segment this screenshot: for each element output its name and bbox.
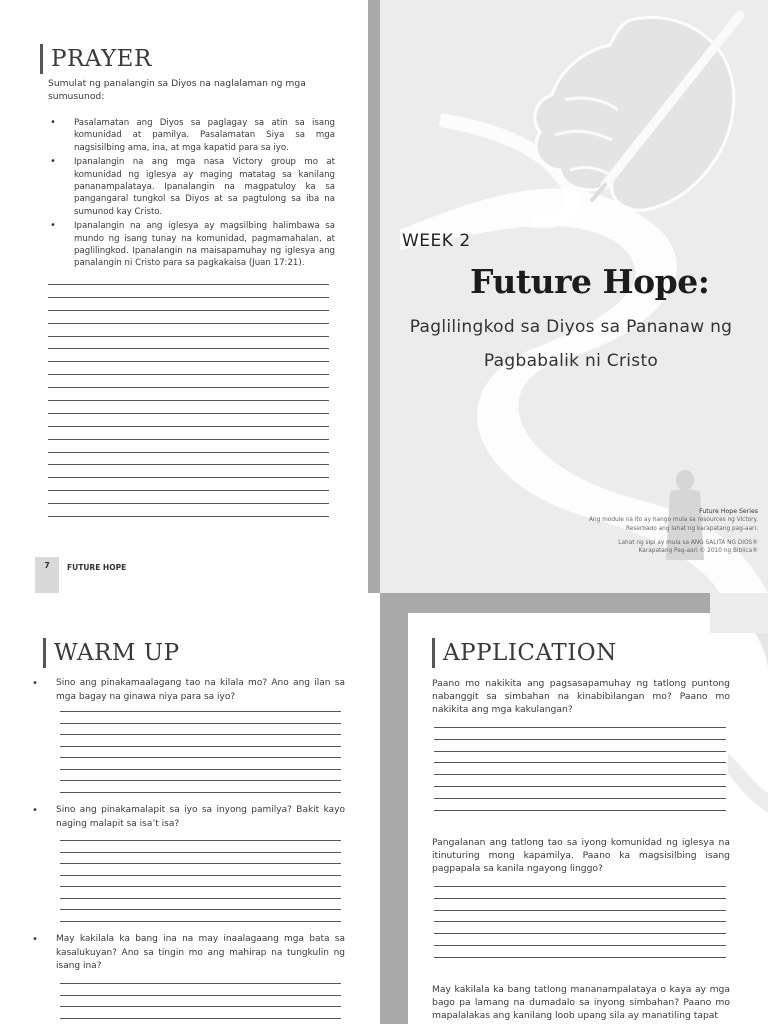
writing-line[interactable] — [60, 1006, 341, 1007]
writing-line[interactable] — [60, 898, 341, 899]
cover-credits — [589, 508, 758, 555]
writing-line[interactable] — [434, 774, 726, 775]
writing-line[interactable] — [434, 751, 726, 752]
writing-line[interactable] — [60, 723, 341, 724]
writing-line[interactable] — [48, 361, 329, 362]
writing-line[interactable] — [434, 786, 726, 787]
heading-accent-bar — [432, 638, 435, 668]
credit-line-1: Ang module na ito ay hango mula sa resources ng Victory. — [588, 517, 758, 524]
writing-line[interactable] — [48, 452, 329, 453]
writing-line[interactable] — [48, 490, 329, 491]
writing-line[interactable] — [60, 792, 341, 793]
prayer-bullet-3: • Ipanalangin na ang iglesya ay magsilbing halimbawa sa mundo ng isang tunay na komunidad, pagmamahalan, at paglilingkod. Ipanalangin na maisapamuhay ng iglesya ang panalangin ni Cristo para sa pagkakaisa (Juan 17:21). — [48, 220, 335, 270]
warmup-answer-lines-3[interactable] — [60, 983, 341, 1029]
credit-series: Future Hope Series — [699, 508, 758, 515]
writing-line[interactable] — [48, 310, 329, 311]
writing-line[interactable] — [48, 439, 329, 440]
writing-line[interactable] — [48, 297, 329, 298]
writing-line[interactable] — [434, 727, 726, 728]
credit-line-3: Lahat ng sipi ay mula sa ANG SALITA NG DIOS® — [618, 539, 758, 546]
footer-series-label: FUTURE HOPE — [67, 563, 127, 572]
prayer-bullet-2: • Ipanalangin na ang mga nasa Victory group mo at komunidad ng iglesya ay maging matatag sa kanilang pananampalataya. Ipanalangin na magpatuloy ka sa pangangaral tungkol sa Diyos at sa pagtulong sa iba na sumunod kay Cristo. — [48, 156, 335, 218]
writing-line[interactable] — [48, 400, 329, 401]
warmup-question-2: • Sino ang pinakamalapit sa iyo sa inyong pamilya? Bakit kayo naging malapit sa isa’t isa? — [30, 804, 345, 831]
writing-line[interactable] — [48, 464, 329, 465]
writing-line[interactable] — [48, 284, 329, 285]
prayer-writing-lines[interactable] — [48, 284, 329, 529]
writing-line[interactable] — [434, 798, 726, 799]
writing-line[interactable] — [60, 995, 341, 996]
cover-left-strip — [368, 0, 380, 593]
warmup-answer-lines-1[interactable] — [60, 711, 341, 803]
warmup-q3 — [30, 933, 345, 976]
warmup-question-3: • May kakilala ka bang ina na may inaalagaang mga bata sa kasalukuyan? Ano sa tingin mo ang mahirap na tungkulin ng isang ina? — [30, 933, 345, 974]
prayer-intro: Sumulat ng panalangin sa Diyos na naglalaman ng mga sumusunod: — [48, 78, 306, 102]
writing-line[interactable] — [434, 739, 726, 740]
writing-line[interactable] — [60, 711, 341, 712]
writing-line[interactable] — [48, 336, 329, 337]
prayer-bullet-list — [48, 117, 335, 272]
writing-line[interactable] — [60, 1018, 341, 1019]
application-right-deco — [728, 613, 768, 1024]
writing-line[interactable] — [60, 875, 341, 876]
warmup-heading — [43, 638, 180, 668]
writing-line[interactable] — [434, 957, 726, 958]
cover-subtitle-line2: Pagbabalik ni Cristo — [483, 351, 659, 371]
writing-line[interactable] — [48, 426, 329, 427]
writing-line[interactable] — [48, 516, 329, 517]
page-number: 7 — [35, 557, 59, 593]
hand-silhouette-fragment — [728, 613, 768, 1024]
writing-line[interactable] — [48, 413, 329, 414]
writing-line[interactable] — [60, 769, 341, 770]
cover-tab-top-right — [710, 593, 768, 633]
warmup-q2 — [30, 804, 345, 833]
warmup-title: WARM UP — [54, 640, 180, 666]
writing-line[interactable] — [434, 910, 726, 911]
writing-line[interactable] — [434, 886, 726, 887]
cover-title: Future Hope: — [470, 262, 710, 301]
application-title: APPLICATION — [443, 640, 617, 666]
writing-line[interactable] — [434, 921, 726, 922]
application-prompt-1: Paano mo nakikita ang pagsasapamuhay ng tatlong puntong nabanggit sa simbahan na kinabibilangan mo? Paano mo nakikita ang mga kakulangan? — [432, 678, 730, 715]
credit-line-2: Reserbado ang lahat ng karapatang pag-aari. — [626, 525, 758, 532]
writing-line[interactable] — [434, 933, 726, 934]
writing-line[interactable] — [434, 762, 726, 763]
writing-line[interactable] — [48, 323, 329, 324]
writing-line[interactable] — [60, 746, 341, 747]
writing-line[interactable] — [60, 921, 341, 922]
writing-line[interactable] — [48, 503, 329, 504]
writing-line[interactable] — [434, 810, 726, 811]
application-heading — [432, 638, 617, 668]
writing-line[interactable] — [60, 983, 341, 984]
heading-accent-bar — [43, 638, 46, 668]
writing-line[interactable] — [48, 374, 329, 375]
writing-line[interactable] — [48, 477, 329, 478]
writing-line[interactable] — [60, 840, 341, 841]
writing-line[interactable] — [60, 886, 341, 887]
warmup-q1 — [30, 677, 345, 706]
prayer-title: PRAYER — [51, 46, 152, 72]
application-gray-margin — [380, 613, 408, 1024]
cover-subtitle-line1: Paglilingkod sa Diyos sa Pananaw ng — [409, 317, 733, 337]
writing-line[interactable] — [434, 945, 726, 946]
cover-week-label: WEEK 2 — [402, 231, 471, 251]
writing-line[interactable] — [434, 898, 726, 899]
application-prompt-2: Pangalanan ang tatlong tao sa iyong komunidad ng iglesya na itinuturing mong kapamilya. Paano ka magsisilbing isang pagpapala sa kanila ngayong linggo? — [432, 837, 730, 874]
application-prompt-3: May kakilala ka bang tatlong mananampalataya o kaya ay mga bago pa lamang na dumadalo sa inyong simbahan? Paano mo mapalalakas ang kanilang loob upang sila ay manatiling tapat — [432, 984, 730, 1021]
prayer-bullet-1: • Pasalamatan ang Diyos sa paglagay sa atin sa isang komunidad at pamilya. Pasalamatan Siya sa mga nagsisilbing ama, ina, at mga kapatid para sa iyo. — [48, 117, 335, 154]
writing-line[interactable] — [60, 852, 341, 853]
prayer-heading — [40, 44, 152, 74]
writing-line[interactable] — [48, 348, 329, 349]
credit-line-4: Karapatang Pag-aari © 2010 ng Biblica® — [638, 548, 758, 555]
application-answer-lines-2[interactable] — [434, 886, 726, 969]
writing-line[interactable] — [60, 909, 341, 910]
writing-line[interactable] — [48, 387, 329, 388]
writing-line[interactable] — [60, 734, 341, 735]
warmup-question-1: • Sino ang pinakamaalagang tao na kilala mo? Ano ang ilan sa mga bagay na ginawa niya para sa iyo? — [30, 677, 345, 704]
warmup-answer-lines-2[interactable] — [60, 840, 341, 932]
application-answer-lines-1[interactable] — [434, 727, 726, 821]
writing-line[interactable] — [60, 863, 341, 864]
heading-accent-bar — [40, 44, 43, 74]
writing-line[interactable] — [60, 757, 341, 758]
writing-line[interactable] — [60, 780, 341, 781]
